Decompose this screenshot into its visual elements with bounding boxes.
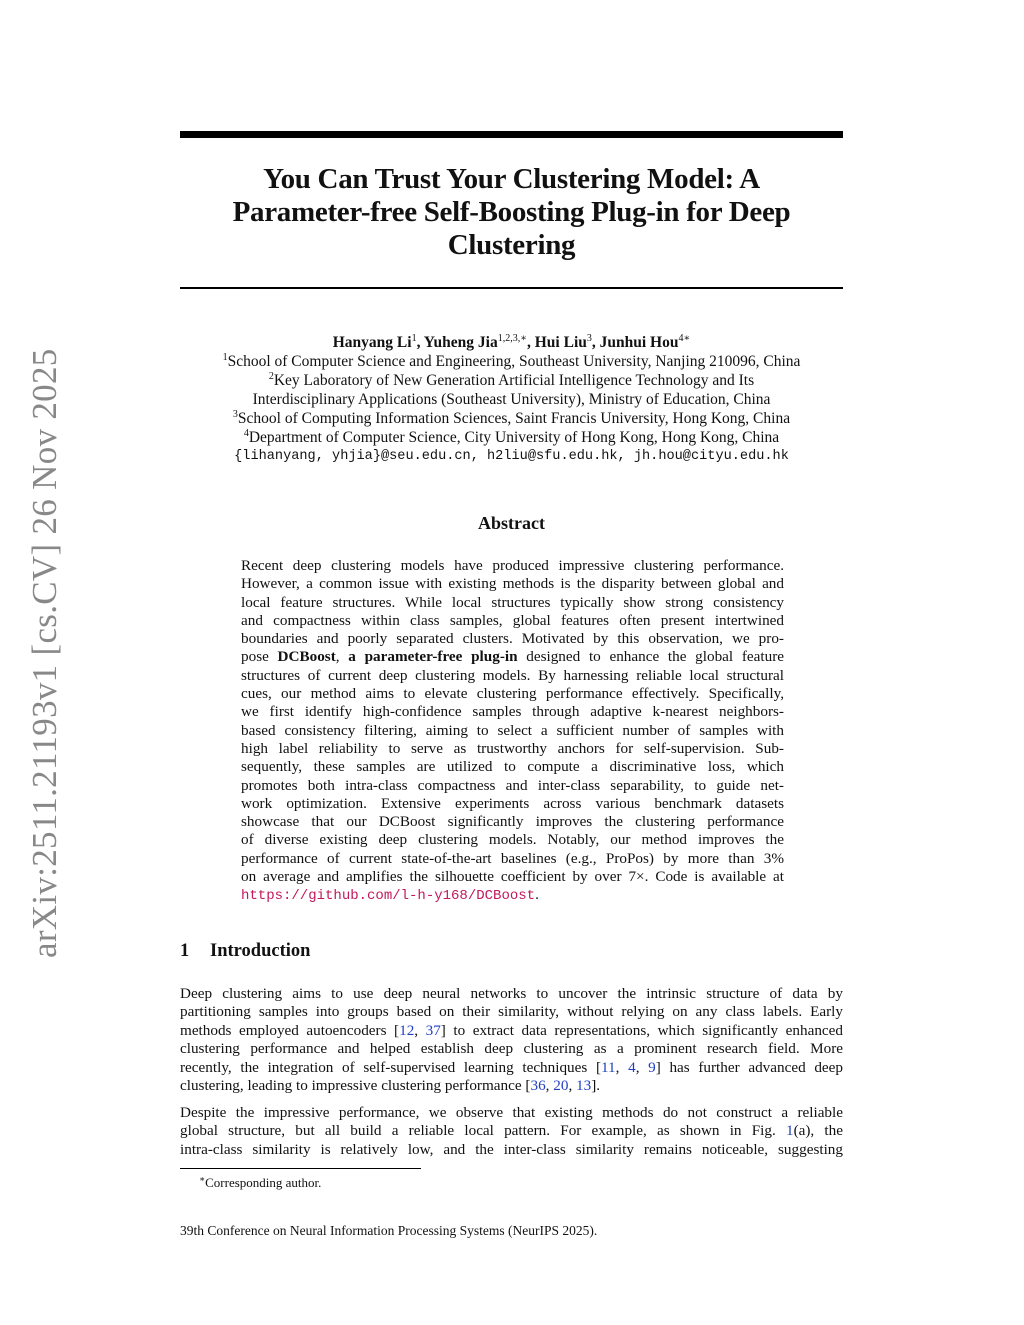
title-line-3: Clustering: [447, 229, 576, 261]
abstract-line: Recent deep clustering models have produced impressive clustering performance.: [241, 557, 784, 574]
affiliation: Interdisciplinary Applications (Southeast University), Ministry of Education, China: [252, 391, 771, 408]
body-line: methods employed autoencoders [12, 37] to extract data representations, which significantly enhanced: [180, 1021, 844, 1039]
footnote-rule: [180, 1168, 421, 1169]
citation-link[interactable]: 4: [628, 1058, 636, 1076]
author-name: Yuheng Jia: [423, 334, 498, 351]
citation-link[interactable]: 36: [530, 1077, 546, 1095]
author-block: [140, 333, 883, 466]
body-line: Deep clustering aims to use deep neural networks to uncover the intrinsic structure of data by: [180, 985, 843, 1002]
citation-link[interactable]: 37: [425, 1021, 441, 1039]
footnote: [199, 1175, 321, 1191]
citation-link[interactable]: 9: [648, 1058, 656, 1076]
abstract-line: of diverse existing deep clustering models. Notably, our method improves the: [241, 831, 784, 849]
body-line: recently, the integration of self-supervised learning techniques [11, 4, 9] has further advanced deep: [180, 1058, 843, 1076]
author-affiliation-mark: 4∗: [678, 333, 691, 344]
code-repository-link[interactable]: https://github.com/l-h-y168/DCBoost: [241, 888, 536, 905]
author-affiliation-mark: 1: [411, 333, 417, 344]
section-number: 1: [180, 941, 190, 961]
abstract-line: we first identify high-confidence samples through adaptive k-nearest neighbors-: [241, 703, 784, 721]
title-top-rule: [180, 131, 843, 138]
body-line: global structure, but all build a reliable local pattern. For example, as shown in Fig. 1(a), the: [180, 1122, 843, 1140]
author-affiliation-mark: 1,2,3,∗: [497, 333, 527, 344]
body-line: Despite the impressive performance, we observe that existing methods do not construct a reliable: [180, 1104, 843, 1121]
figure-reference-link[interactable]: 1: [785, 1122, 794, 1140]
section-title: Introduction: [210, 941, 311, 961]
affiliation: $^1$School of Computer Science and Engineering, Southeast University, Nanjing 210096, China: [222, 352, 801, 370]
abstract-line: However, a common issue with existing methods is the disparity between global and: [241, 575, 784, 593]
affiliation: $^4$Department of Computer Science, City University of Hong Kong, Hong Kong, China: [243, 428, 780, 446]
section-heading-introduction: [180, 941, 310, 962]
citation-link[interactable]: 12: [399, 1021, 415, 1039]
body-line: partitioning samples into groups based on their similarity, without relying on any class labels. Early: [180, 1003, 843, 1021]
abstract-line-link: https://github.com/l-h-y168/DCBoost.: [241, 886, 539, 905]
affiliation: $^2$Key Laboratory of New Generation Artificial Intelligence Technology and Its: [268, 371, 755, 389]
abstract-line: on average and amplifies the silhouette coefficient by over 7×. Code is available at: [241, 868, 784, 886]
author-name: Hanyang Li: [332, 334, 412, 351]
body-line: clustering performance and helped establish deep clustering as a prominent research field. More: [180, 1040, 843, 1058]
plugin-emphasis: a parameter-free plug-in: [348, 648, 518, 666]
citation-link[interactable]: 13: [576, 1077, 592, 1095]
abstract-line: boundaries and poorly separated clusters. Motivated by this observation, we pro-: [241, 630, 784, 648]
abstract-line: promotes both intra-class compactness and inter-class separability, to guide net-: [241, 776, 784, 794]
citation-link[interactable]: 20: [553, 1077, 569, 1095]
abstract-line: local feature structures. While local structures typically show strong consistency: [241, 593, 784, 611]
abstract-line: showcase that our DCBoost significantly improves the clustering performance: [241, 813, 784, 831]
title-bottom-rule: [180, 287, 843, 289]
title-line-2: Parameter-free Self-Boosting Plug-in for Deep: [232, 196, 791, 228]
abstract-line: cues, our method aims to elevate clustering performance effectively. Specifically,: [241, 685, 784, 703]
body-line: intra-class similarity is relatively low, and the inter-class similarity remains noticeable, suggesting: [180, 1140, 843, 1158]
abstract-line: and compactness within class samples, global features often present intertwined: [241, 611, 784, 629]
body-line: clustering, leading to impressive clustering performance [36, 20, 13].: [180, 1077, 601, 1095]
arxiv-identifier-stamp: arXiv:2511.21193v1 [cs.CV] 26 Nov 2025: [25, 348, 64, 958]
abstract-line: high label reliability to serve as trustworthy anchors for self-supervision. Sub-: [241, 739, 784, 757]
abstract-line: work optimization. Extensive experiments across various benchmark datasets: [241, 794, 784, 812]
citation-link[interactable]: 11: [601, 1058, 616, 1076]
abstract-line-dcboost: pose DCBoost, a parameter-free plug-in designed to enhance the global feature: [241, 648, 784, 666]
introduction-paragraph-2: [180, 1104, 843, 1159]
author-affiliation-mark: 3: [586, 333, 592, 344]
author-name: Junhui Hou: [599, 334, 679, 351]
abstract-body: [241, 557, 784, 906]
abstract-line: based consistency filtering, aiming to select a sufficient number of samples with: [241, 721, 784, 739]
author-list: Hanyang Li$^1$, Yuheng Jia$^{1,2,3,∗}$, Hui Liu$^3$, Junhui Hou$^{4∗}$: [332, 333, 691, 351]
footnote-text: Corresponding author.: [205, 1175, 322, 1190]
abstract-line: structures of current deep clustering models. By harnessing reliable local structural: [241, 666, 784, 684]
author-emails: {lihanyang, yhjia}@seu.edu.cn, h2liu@sfu.edu.hk, jh.hou@cityu.edu.hk: [234, 449, 789, 464]
conference-note: 39th Conference on Neural Information Processing Systems (NeurIPS 2025).: [180, 1223, 598, 1238]
abstract-heading: Abstract: [478, 513, 545, 533]
dcboost-name: DCBoost: [277, 648, 336, 666]
paper-title: [180, 163, 843, 262]
abstract-line: sequently, these samples are utilized to compute a discriminative loss, which: [241, 758, 784, 776]
author-name: Hui Liu: [534, 334, 587, 351]
affiliation: $^3$School of Computing Information Sciences, Saint Francis University, Hong Kong, China: [232, 409, 791, 427]
footnote-mark: ∗: [199, 1174, 206, 1184]
abstract-line: performance of current state-of-the-art baselines (e.g., ProPos) by more than 3%: [241, 849, 784, 867]
introduction-paragraph-1: [180, 985, 843, 1095]
title-line-1: You Can Trust Your Clustering Model: A: [263, 163, 760, 195]
